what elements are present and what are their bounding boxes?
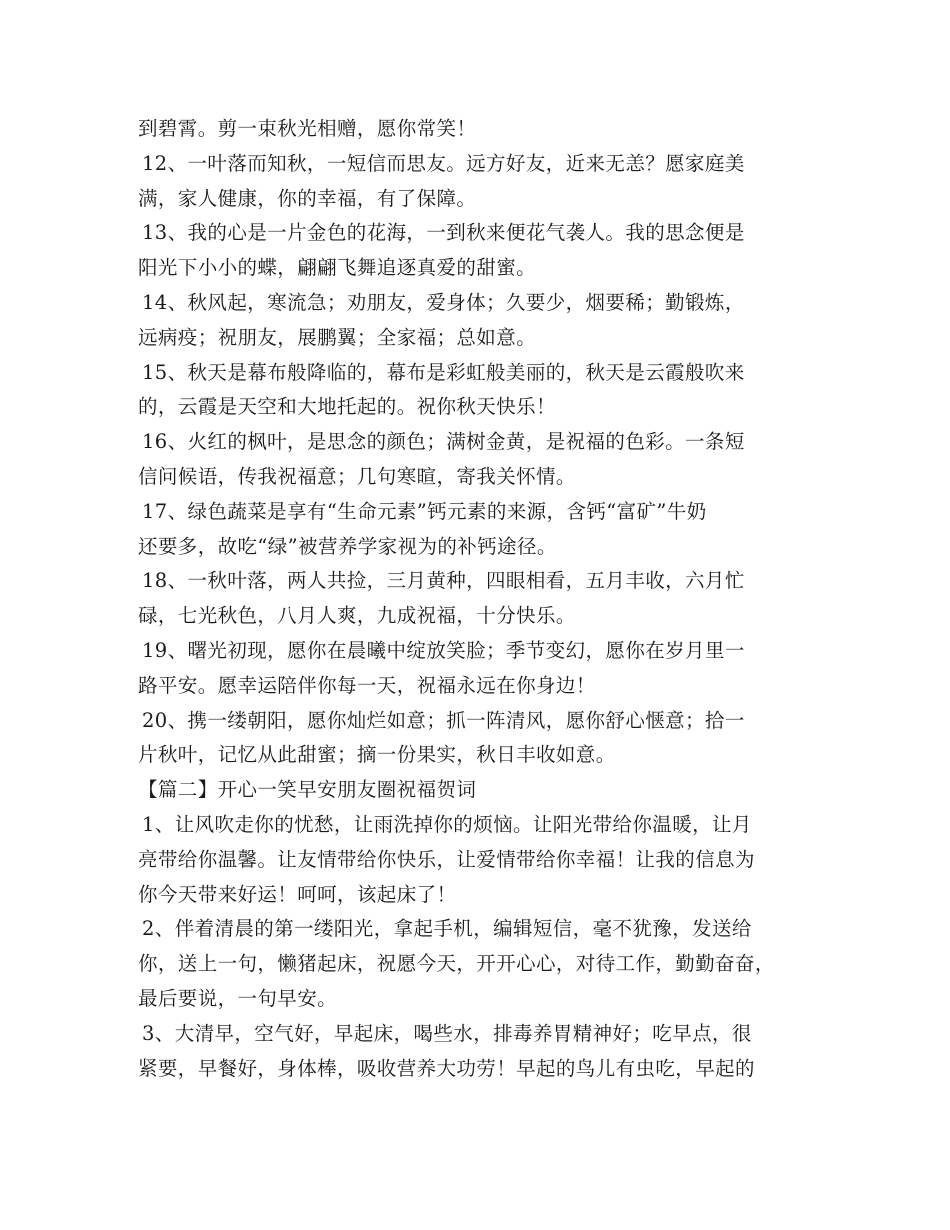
text-line: 你今天带来好运！呵呵，该起床了！ — [138, 882, 457, 906]
text-line: 还要多，故吃“绿”被营养学家视为的补钙途径。 — [138, 534, 557, 558]
text-line: 18、一秋叶落，两人共捡，三月黄种，四眼相看，五月丰收，六月忙 — [142, 569, 745, 593]
section-heading: 【篇二】开心一笑早安朋友圈祝福贺词 — [138, 778, 477, 802]
text-line: 紧要，早餐好，身体棒，吸收营养大功劳！早起的鸟儿有虫吃，早起的 — [138, 1056, 755, 1080]
text-line: 最后要说，一句早安。 — [138, 986, 338, 1010]
text-line: 12、一叶落而知秋，一短信而思友。远方好友，近来无恙？愿家庭美 — [142, 151, 745, 175]
text-line: 2、伴着清晨的第一缕阳光，拿起手机，编辑短信，毫不犹豫，发送给 — [142, 917, 752, 941]
text-line: 远病疫；祝朋友，展鹏翼；全家福；总如意。 — [138, 325, 537, 349]
text-line: 阳光下小小的蝶，翩翩飞舞追逐真爱的甜蜜。 — [138, 256, 537, 280]
text-line: 到碧霄。剪一束秋光相赠，愿你常笑！ — [138, 117, 477, 140]
text-line: 亮带给你温馨。让友情带给你快乐，让爱情带给你幸福！让我的信息为 — [138, 847, 755, 871]
text-line: 满，家人健康，你的幸福，有了保障。 — [138, 186, 477, 210]
text-line: 路平安。愿幸运陪伴你每一天，祝福永远在你身边！ — [138, 673, 596, 697]
text-line: 信问候语，传我祝福意；几句寒暄，寄我关怀情。 — [138, 464, 576, 488]
text-line: 碌，七光秋色，八月人爽，九成祝福，十分快乐。 — [138, 604, 576, 628]
text-line: 17、绿色蔬菜是享有“生命元素”钙元素的来源，含钙“富矿”牛奶 — [142, 499, 707, 523]
text-line: 13、我的心是一片金色的花海，一到秋来便花气袭人。我的思念便是 — [142, 221, 745, 245]
text-line: 1、让风吹走你的忧愁，让雨洗掉你的烦恼。让阳光带给你温暖，让月 — [142, 812, 752, 836]
text-line: 的，云霞是天空和大地托起的。祝你秋天快乐！ — [138, 395, 556, 419]
text-line: 20、携一缕朝阳，愿你灿烂如意；抓一阵清风，愿你舒心惬意；拾一 — [142, 708, 745, 732]
text-line: 片秋叶，记忆从此甜蜜；摘一份果实，秋日丰收如意。 — [138, 743, 616, 767]
text-line: 14、秋风起，寒流急；劝朋友，爱身体；久要少，烟要稀；勤锻炼， — [142, 290, 745, 314]
text-line: 19、曙光初现，愿你在晨曦中绽放笑脸；季节变幻，愿你在岁月里一 — [142, 638, 745, 662]
document-body — [138, 112, 828, 1086]
text-line: 你，送上一句，懒猪起床，祝愿今天，开开心心，对待工作，勤勤奋奋， — [138, 952, 775, 976]
text-line: 3、大清早，空气好，早起床，喝些水，排毒养胃精神好；吃早点，很 — [142, 1021, 752, 1045]
text-line: 15、秋天是幕布般降临的，幕布是彩虹般美丽的，秋天是云霞般吹来 — [142, 360, 745, 384]
text-line: 16、火红的枫叶，是思念的颜色；满树金黄，是祝福的色彩。一条短 — [142, 430, 745, 454]
